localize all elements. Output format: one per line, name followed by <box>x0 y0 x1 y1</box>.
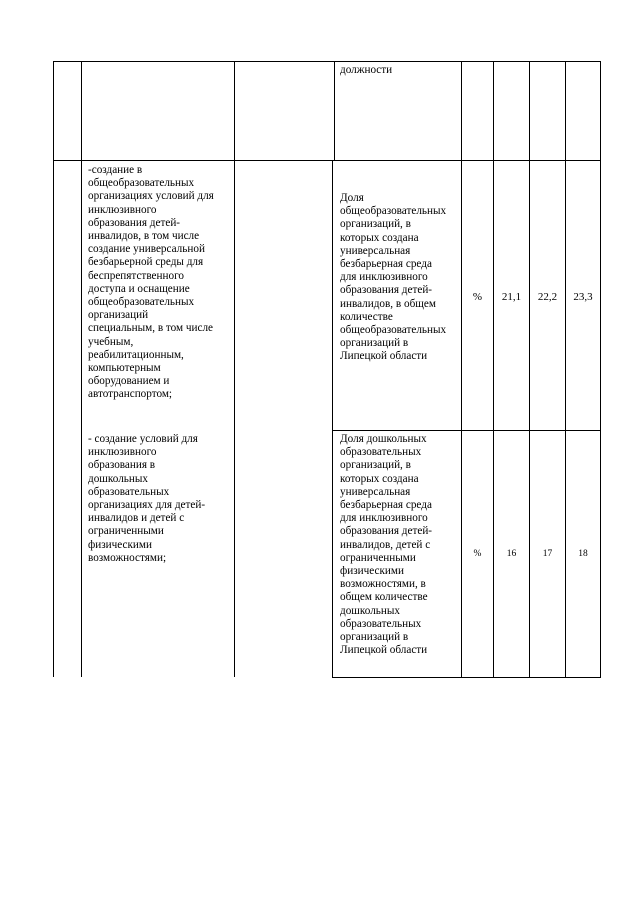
activity-cell: - создание условий для инклюзивного образования в дошкольных образовательных организациях для детей- инвалидов и детей с ограниченными физическими возможностями; <box>88 433 206 564</box>
indicator-cell: Доля общеобразовательных организаций, в которых создана универсальная безбарьерная среда для инклюзивного образования детей- инвалидов, в общем количестве общеобразовательных организаций в Липецкой области <box>340 192 447 363</box>
col-border-v3 <box>565 61 566 677</box>
value-cell: 21,1 <box>501 291 522 303</box>
table-top-border <box>53 61 601 62</box>
indicator-row-divider <box>332 430 601 431</box>
indicator-continuation: должности <box>340 64 393 76</box>
col-border-indicator-row0 <box>334 61 335 160</box>
table-bottom-border <box>332 677 601 678</box>
indicator-cell: Доля дошкольных образовательных организаций, в которых создана универсальная безбарьерная среда для инклюзивного образования детей- инвалидов, детей с ограниченными физическими возможностями, в общем количестве дошкольных образовательных организаций в Липецкой области <box>340 433 433 657</box>
value-cell: 17 <box>542 549 553 559</box>
unit-cell: % <box>472 291 483 303</box>
unit-cell: % <box>473 549 482 559</box>
value-cell: 18 <box>578 549 588 559</box>
col-border-activity <box>234 61 235 677</box>
col-border-left <box>53 61 54 677</box>
value-cell: 22,2 <box>537 291 558 303</box>
value-cell: 23,3 <box>573 291 593 303</box>
col-border-right <box>600 61 601 678</box>
col-border-num <box>81 61 82 677</box>
col-border-v2 <box>529 61 530 677</box>
col-border-unit <box>461 61 462 677</box>
col-border-indicator <box>332 160 333 677</box>
value-cell: 16 <box>506 549 517 559</box>
activity-cell: -создание в общеобразовательных организациях условий для инклюзивного образования детей- инвалидов, в том числе создание универсальной безбарьерной среды для беспрепятственного доступа и оснащение общеобразовательных организаций специальным, в том числе учебным, реабилитационным, компьютерным оборудованием и автотранспортом; <box>88 164 214 401</box>
col-border-v1 <box>493 61 494 677</box>
row-divider <box>53 160 601 161</box>
